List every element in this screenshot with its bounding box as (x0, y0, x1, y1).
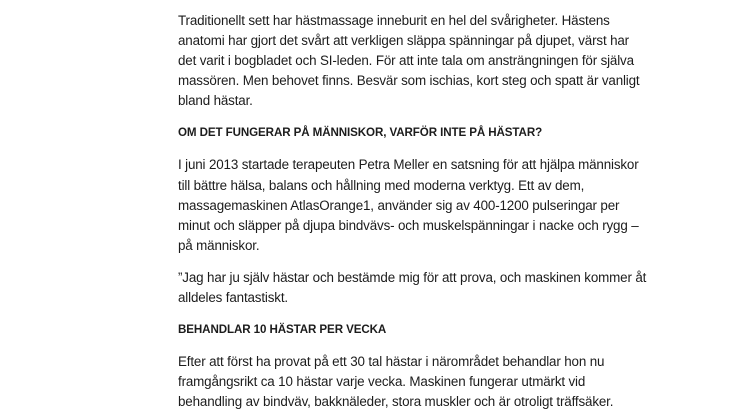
paragraph-petra-meller (178, 155, 648, 255)
text-line: ”Jag har ju själv hästar och bestämde mig för att prova, och maskinen kommer åt (178, 269, 647, 285)
text-line: Traditionellt sett har hästmassage inneburit en hel del svårigheter. Hästens (178, 13, 610, 28)
paragraph-quote (178, 268, 648, 308)
paragraph-treatments (178, 352, 648, 412)
text-line: till bättre hälsa, balans och hållning med moderna verktyg. Ett av dem, (178, 177, 585, 193)
section-heading-humans: OM DET FUNGERAR PÅ MÄNNISKOR, VARFÖR INTE PÅ HÄSTAR? (178, 126, 543, 140)
text-line: alldeles fantastiskt. (178, 290, 288, 306)
article-body (178, 11, 648, 412)
section-heading-treatments: BEHANDLAR 10 HÄSTAR PER VECKA (178, 323, 387, 337)
text-line: massagemaskinen AtlasOrange1, använder sig av 400-1200 pulseringar per (178, 197, 620, 213)
text-line: Efter att först ha provat på ett 30 tal hästar i närområdet behandlar hon nu (178, 354, 605, 370)
text-line: massören. Men behovet finns. Besvär som ischias, kort steg och spatt är vanligt (178, 73, 640, 89)
paragraph-intro (178, 11, 648, 111)
text-line: på människor. (178, 237, 260, 253)
text-line: minut och släpper på djupa bindvävs- och muskelspänningar i nacke och rygg – (178, 217, 639, 233)
text-line: I juni 2013 startade terapeuten Petra Meller en satsning för att hjälpa människor (178, 157, 639, 173)
text-line: anatomi har gjort det svårt att verkligen släppa spänningar på djupet, värst har (178, 33, 629, 49)
text-line: bland hästar. (178, 93, 253, 109)
text-line: det varit i bogbladet och SI-leden. För att inte tala om ansträngningen för själva (178, 53, 634, 69)
text-line: framgångsrikt ca 10 hästar varje vecka. Maskinen fungerar utmärkt vid (178, 374, 586, 390)
text-line: behandling av bindväv, bakknäleder, stora muskler och är otroligt träffsäker. (178, 394, 614, 410)
